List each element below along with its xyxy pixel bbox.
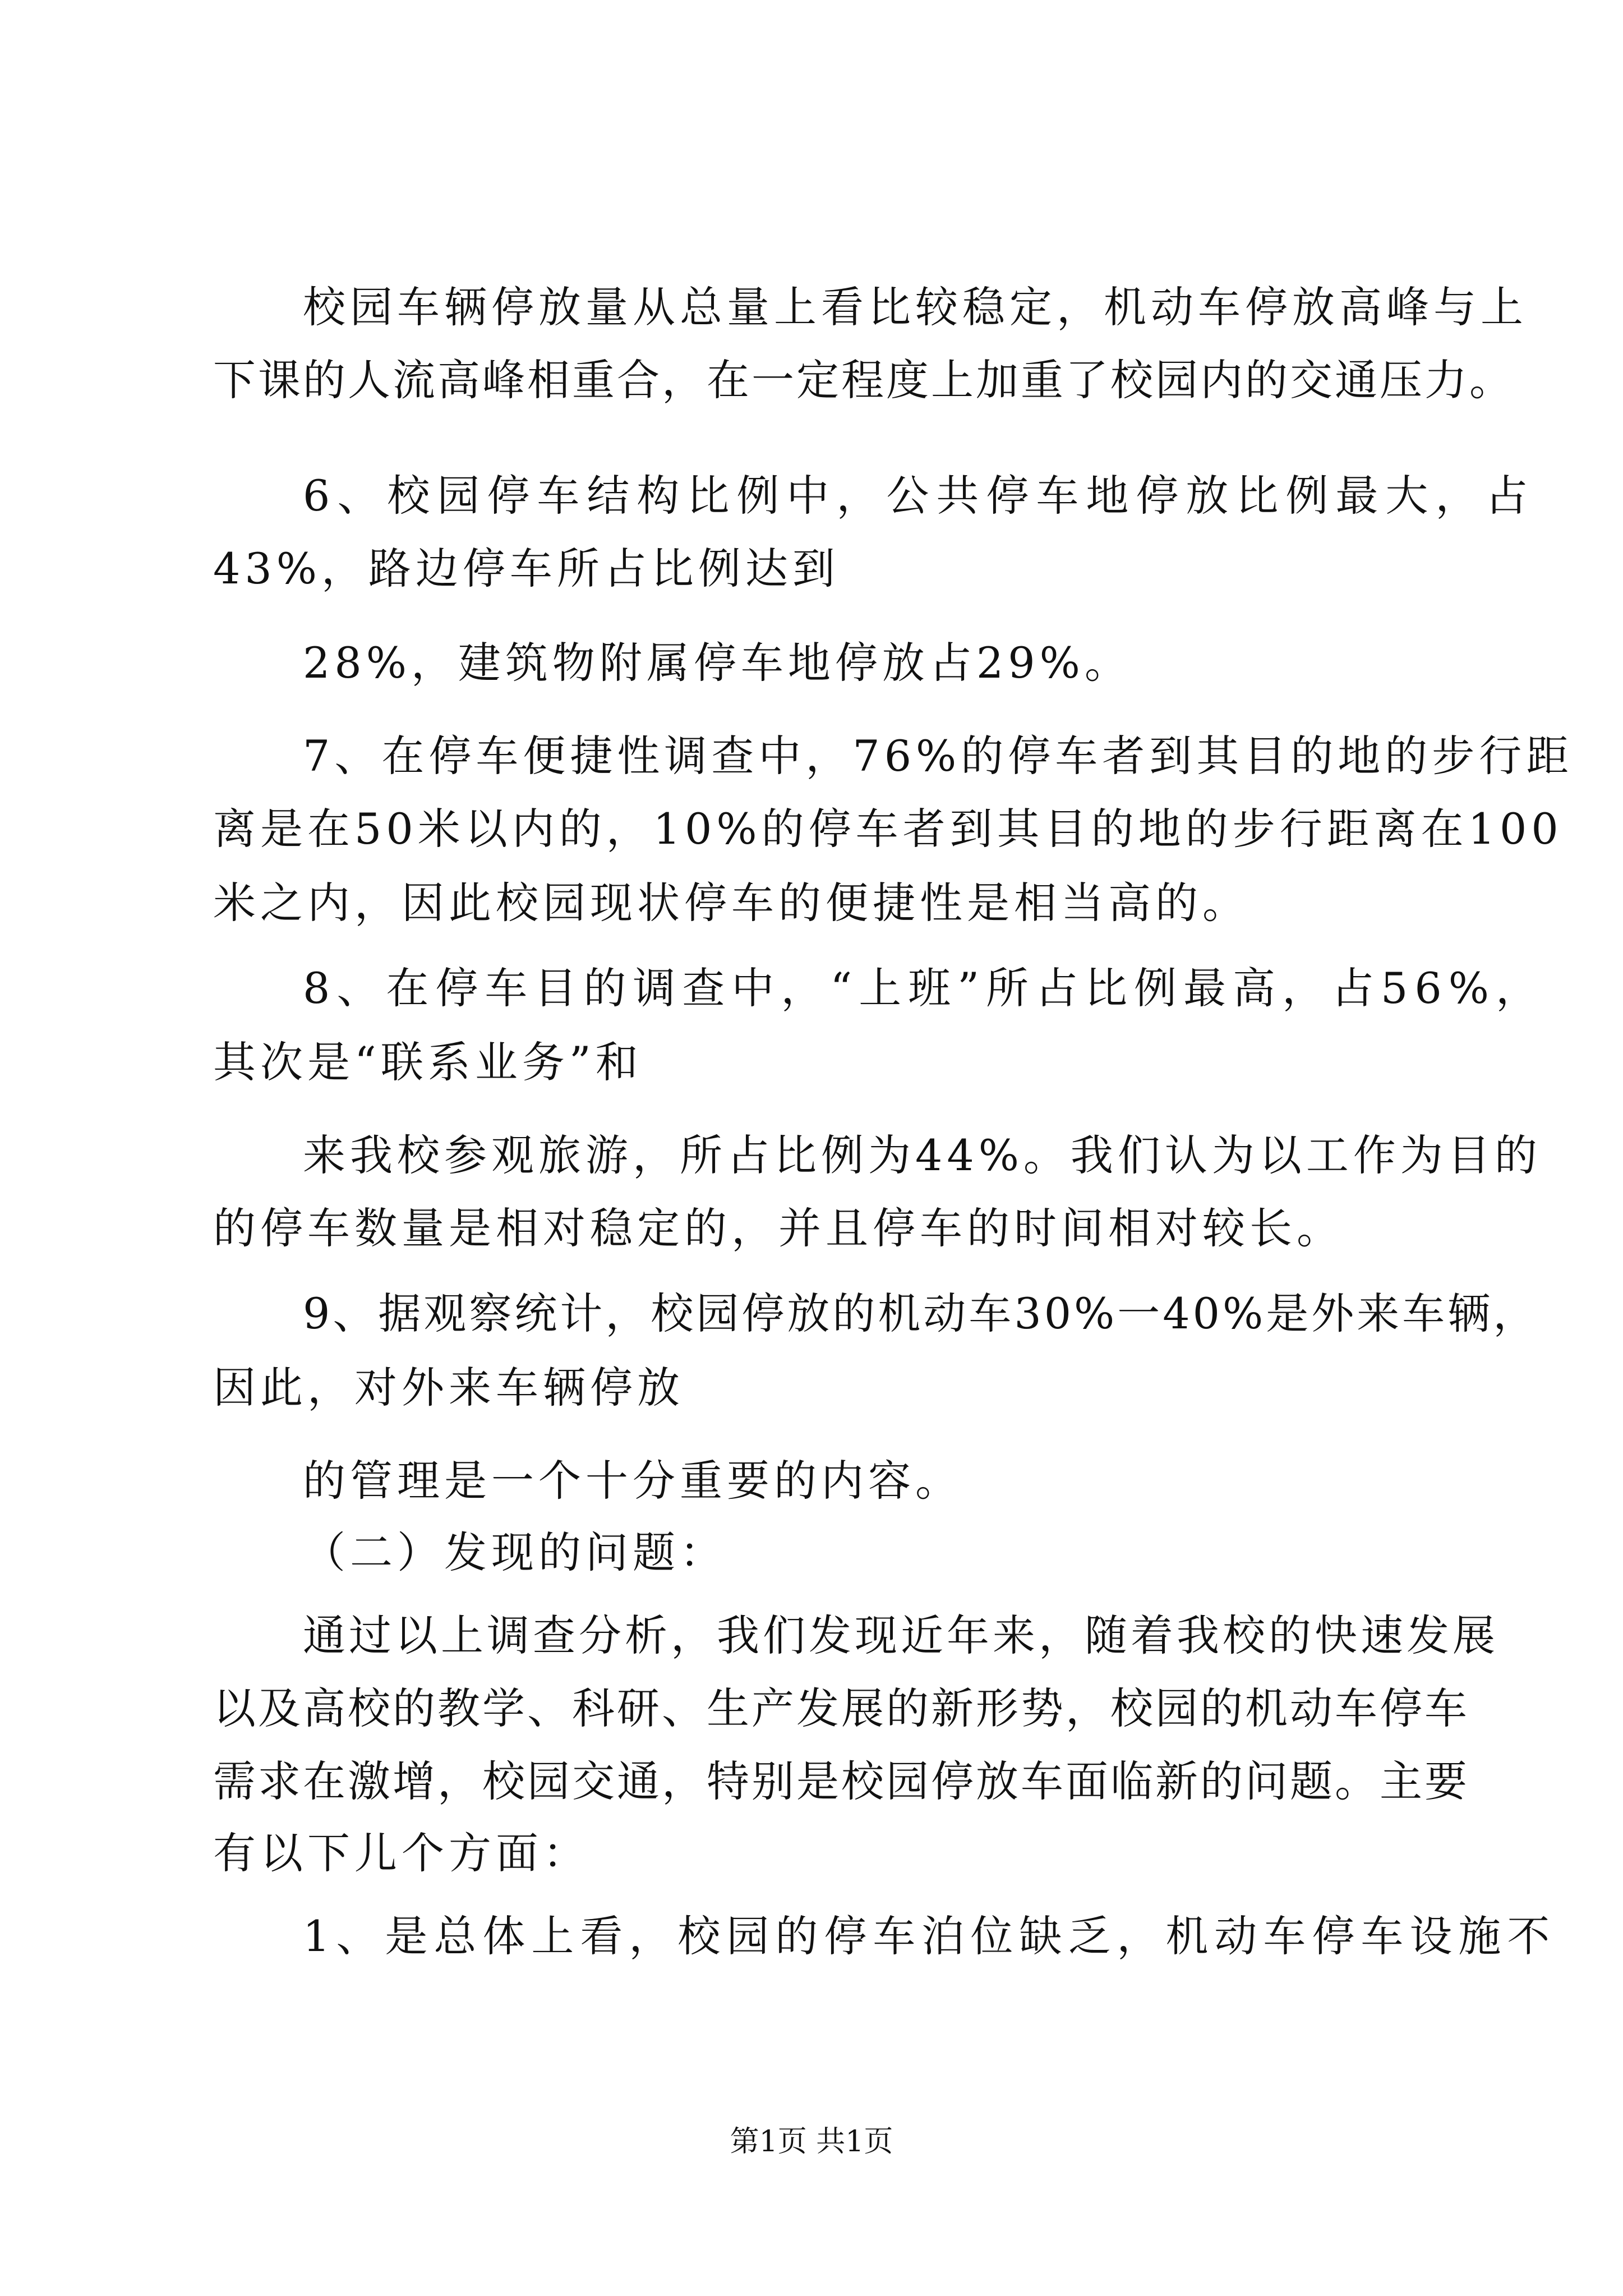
text-line: 因此，对外来车辆停放 <box>213 1363 684 1412</box>
text-line: 下课的人流高峰相重合，在一定程度上加重了校园内的交通压力。 <box>213 355 1514 405</box>
text-line: 通过以上调查分析，我们发现近年来，随着我校的快速发展 <box>303 1611 1498 1660</box>
text-line: 9、据观察统计，校园停放的机动车30%一40%是外来车辆， <box>303 1289 1539 1338</box>
text-line: 28%，建筑物附属停车地停放占29%。 <box>303 638 1132 688</box>
text-line: 以及高校的教学、科研、生产发展的新形势，校园的机动车停车 <box>213 1683 1469 1733</box>
text-line: 7、在停车便捷性调查中，76%的停车者到其目的地的步行距 <box>303 731 1574 781</box>
text-line: 1、是总体上看，校园的停车泊位缺乏，机动车停车设施不 <box>303 1911 1556 1961</box>
text-line: 其次是“联系业务”和 <box>213 1037 643 1087</box>
text-line: 8、在停车目的调查中，“上班”所占比例最高，占56%， <box>303 963 1545 1013</box>
text-line: 米之内，因此校园现状停车的便捷性是相当高的。 <box>213 878 1249 928</box>
text-line: 校园车辆停放量从总量上看比较稳定，机动车停放高峰与上 <box>303 282 1528 332</box>
text-line: 离是在50米以内的，10%的停车者到其目的地的步行距离在100 <box>213 804 1563 854</box>
page-number: 第1页 共1页 <box>730 2125 893 2159</box>
text-line: 有以下儿个方面： <box>213 1828 590 1878</box>
text-line: 的管理是一个十分重要的内容。 <box>303 1456 962 1506</box>
text-line: 来我校参观旅游，所占比例为44%。我们认为以工作为目的 <box>303 1130 1542 1180</box>
text-line: 43%，路边停车所占比例达到 <box>213 544 840 593</box>
section-heading: （二）发现的问题： <box>303 1527 727 1577</box>
text-line: 的停车数量是相对稳定的，并且停车的时间相对较长。 <box>213 1203 1344 1253</box>
text-line: 6、校园停车结构比例中，公共停车地停放比例最大，占 <box>303 471 1536 521</box>
text-line: 需求在激增，校园交通，特别是校园停放车面临新的问题。主要 <box>213 1756 1469 1806</box>
